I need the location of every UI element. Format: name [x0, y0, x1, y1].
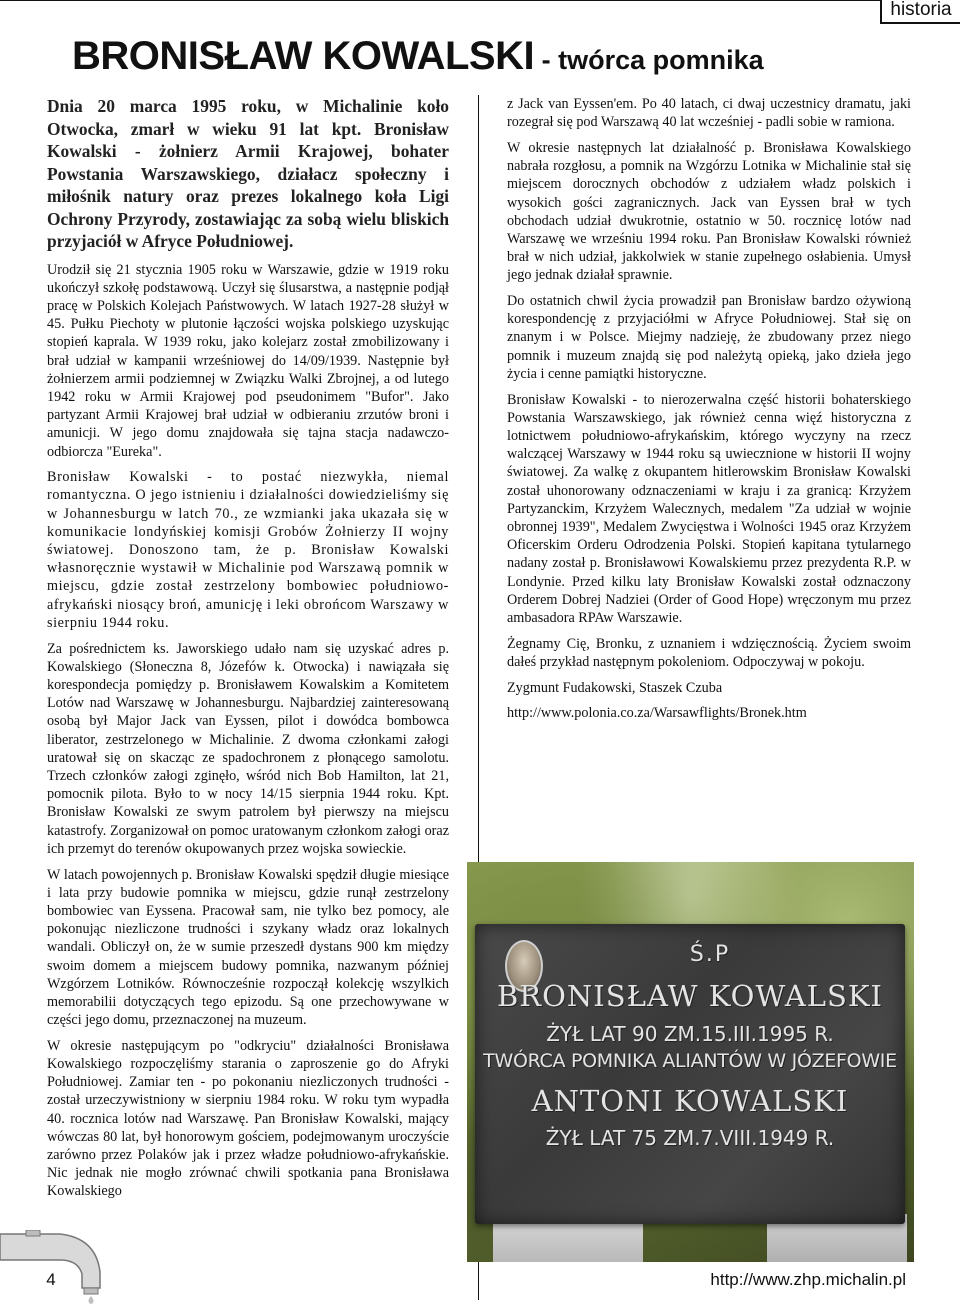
inscription-line: ŻYŁ LAT 90 ZM.15.III.1995 R. [546, 1022, 834, 1046]
footer-url[interactable]: http://www.zhp.michalin.pl [710, 1270, 906, 1289]
right-column [507, 95, 911, 730]
lead-paragraph: Dnia 20 marca 1995 roku, w Michalinie koło Otwocka, zmarł w wieku 91 lat kpt. Bronisław Kowalski - żołnierz Armii Krajowej, bohater Powstania Warszawskiego, działacz społeczny i miłośnik natury oraz prezes lokalnego koła Ligi Ochrony Przyrody, zostawiając za sobą wielu bliskich przyjaciół w Afryce Południowej. [47, 96, 449, 251]
faucet-icon [0, 1230, 110, 1304]
paragraph: Urodził się 21 stycznia 1905 roku w Warszawie, gdzie w 1919 roku ukończył szkołę podstawową. Uczył się ślusarstwa, a następnie podjął pracę w Polskich Kolejach Państwowych. W latach 1927-28 służył w 45. Pułku Piechoty w plutonie łączości wojska polskiego uzyskując stopień kaprala. W 1939 roku, jako kolejarz został zmobilizowany i brał udział w kampanii wrześniowej do 14/09/1939. Następnie był żołnierzem armii podziemnej w Związku Walki Zbrojnej, a od lutego 1942 roku w Armii Krajowej pod pseudonimem "Bufor". Jako partyzant Armii Krajowej brał udział w odbieraniu zrzutów broni i amunicji. W jego domu znajdowała się tajna stacja nadawczo-odbiorcza "Eureka". [47, 261, 449, 460]
paragraph: Za pośrednictem ks. Jaworskiego udało nam się uzyskać adres p. Kowalskiego (Słoneczna 8, Józefów k. Otwocka) i nawiązała się korespondecja pomiędzy p. Bronisławem Kowalskim a Komitetem Lotów nad Warszawę w Johannesburgu. Najbardziej zainteresowaną osobą był Major Jack van Eyssen, pilot i dowódca bombowca liberator, zestrzelonego w Michalinie. Z dwoma członkami załogi uratował się on skacząc ze spadochronem z płonącego samolotu. Trzech członków załogi zginęło, wśród nich Bob Hamilton, lat 21, pomocnik pilota. Było to w nocy 14/15 sierpnia 1944 roku. Kpt. Bronisław Kowalski ze swym patrolem był pierwszy na miejscu katastrofy. Zorganizował on pomoc uratowanym członkom załogi oraz ich przemyt do terenów okupowanych przez wojska sowieckie. [47, 640, 449, 857]
article-headline [72, 36, 912, 76]
paragraph: W latach powojennych p. Bronisław Kowalski spędził długie miesiące i lata przy budowie pomnika w miejscu, gdzie runął zestrzelony bombowiec van Eyssena. Pracował sam, nie tylko bez pomocy, ale pokonując niezliczone trudności i szykany władz oraz lokalnych wandali. Obliczył on, że w sumie przeszedł dystans 900 km między swoim domem a miejscem budowy pomnika, nazwanym później Wzgórzem Lotników. Równocześnie rozpoczął kolekcję wszylkich memorabilii dotyczących tego epizodu. Są one przechowywane w części jego domu, przeznaczonej na muzeum. [47, 866, 449, 1029]
signature: Zygmunt Fudakowski, Staszek Czuba [507, 679, 723, 696]
inscription-line: TWÓRCA POMNIKA ALIANTÓW W JÓZEFOWIE [483, 1050, 897, 1072]
left-column [47, 95, 449, 1208]
gravestone-photo [467, 862, 914, 1262]
inscription-line: ŻYŁ LAT 75 ZM.7.VIII.1949 R. [545, 1126, 835, 1150]
section-label: historia [880, 0, 960, 24]
paragraph: z Jack van Eyssen'em. Po 40 latach, ci dwaj uczestnicy dramatu, jaki rozegrał się pod Warszawą 40 lat wcześniej - padli sobie w ramiona. [507, 96, 911, 131]
inscription-line: Ś.P [689, 942, 731, 967]
paragraph: Bronisław Kowalski - to postać niezwykła, niemal romantyczna. O jego istnieniu i działalności dowiedzieliśmy się w Johannesburgu w latch 70., ze wzmianki jaka ukazała się w komunikacie londyńskiej komisji Grobów Żołnierzy II wojny światowej. Donoszono tam, że p. Bronisław Kowalski własnoręcznie wystawił w Michalinie pod Warszawą pomnik w miejscu, gdzie został zestrzelony bombowiec południowo-afrykański niosący broń, amunicję i leki obrońcom Warszawy w sierpniu 1944 roku. [47, 469, 449, 631]
paragraph: W okresie następującym po "odkryciu" działalności Bronisława Kowalskiego rozpoczęliśmy starania o zaproszenie go do Afryki Południowej. Zamiar ten - po pokonaniu niezliczonych trudności - został urzeczywistniony w sierpniu 1984 roku. W roku tym wypadła 40. rocznica lotów nad Warszawę. Pan Bronisław Kowalski, mający wówczas 80 lat, był honorowym gościem, podejmowanym uroczyście zarówno przez Polaków jak i przez władze południowo-afrykańskie. Nic jednak nie mogło zrównać chwili spotkania pana Bronisława Kowalskiego [47, 1037, 449, 1200]
paragraph: Żegnamy Cię, Bronku, z uznaniem i wdzięcznością. Życiem swoim dałeś przykład następnym pokoleniom. Odpoczywaj w pokoju. [507, 635, 911, 670]
paragraph: Do ostatnich chwil życia prowadził pan Bronisław bardzo ożywioną korespondencję z przyjaciółmi w Afryce Południowej. Stał się on znanym i w Polsce. Miejmy nadzieję, że zbudowany przez niego pomnik i muzeum znajdą się pod należytą opieką, jako dzieła jego życia i cenne pamiątki historyczne. [507, 293, 911, 382]
headline-name: BRONISŁAW KOWALSKI [72, 34, 535, 78]
page-number: 4 [46, 1270, 56, 1289]
inscription-line: BRONISŁAW KOWALSKI [496, 979, 884, 1013]
paragraph: Bronisław Kowalski - to nierozerwalna część historii bohaterskiego Powstania Warszawskiego, jak również cenna więź historyczna z lotnictwem południowo-afrykańskim, którego wyczyny na rzecz walczącej Warszawy w 1944 roku są uwiecznione w historii II wojny światowej. Za walkę z okupantem hitlerowskim Bronisław Kowalski został uhonorowany odznaczeniami w kraju i za granicą: Krzyżem Partyzanckim, Krzyżem Walecznych, medalem "Za udział w wojnie obronnej 1939", Medalem Zwycięstwa i Wolności 1945 oraz Krzyżem Oficerskim Orderu Odrodzenia Polski. Stopień kapitana tytularnego nadany został p. Bronisławowi Kowalskiemu przez prezydenta R.P. w Londynie. Przed kilku laty Bronisław Kowalski został odznaczony Orderem Dobrej Nadziei (Order of Good Hope) wręczonym mu przez ambasadora RPAw Warszawie. [507, 391, 911, 626]
inscription-line: ANTONI KOWALSKI [531, 1084, 849, 1118]
source-link[interactable]: http://www.polonia.co.za/Warsawflights/Bronek.htm [507, 705, 807, 722]
headline-subtitle: - twórca pomnika [534, 45, 764, 75]
top-rule [0, 0, 882, 1]
paragraph: W okresie następnych lat działalność p. Bronisława Kowalskiego nabrała rozgłosu, a pomnik na Wzgórzu Lotnika w Michalinie stał się miejscem dorocznych obchodów z udziałem władz polskich i wysokich gości zagranicznych. Jack van Eyssen brał w tych obchodach udział dwukrotnie, ostatnio w 50. rocznicę lotów nad Warszawę we wrześniu 1994 roku. Pan Bronisław Kowalski również brał w nich udział, jakkolwiek w stanie zupełnego osłabienia. Umysł jego jednak działał sprawnie. [507, 139, 911, 284]
